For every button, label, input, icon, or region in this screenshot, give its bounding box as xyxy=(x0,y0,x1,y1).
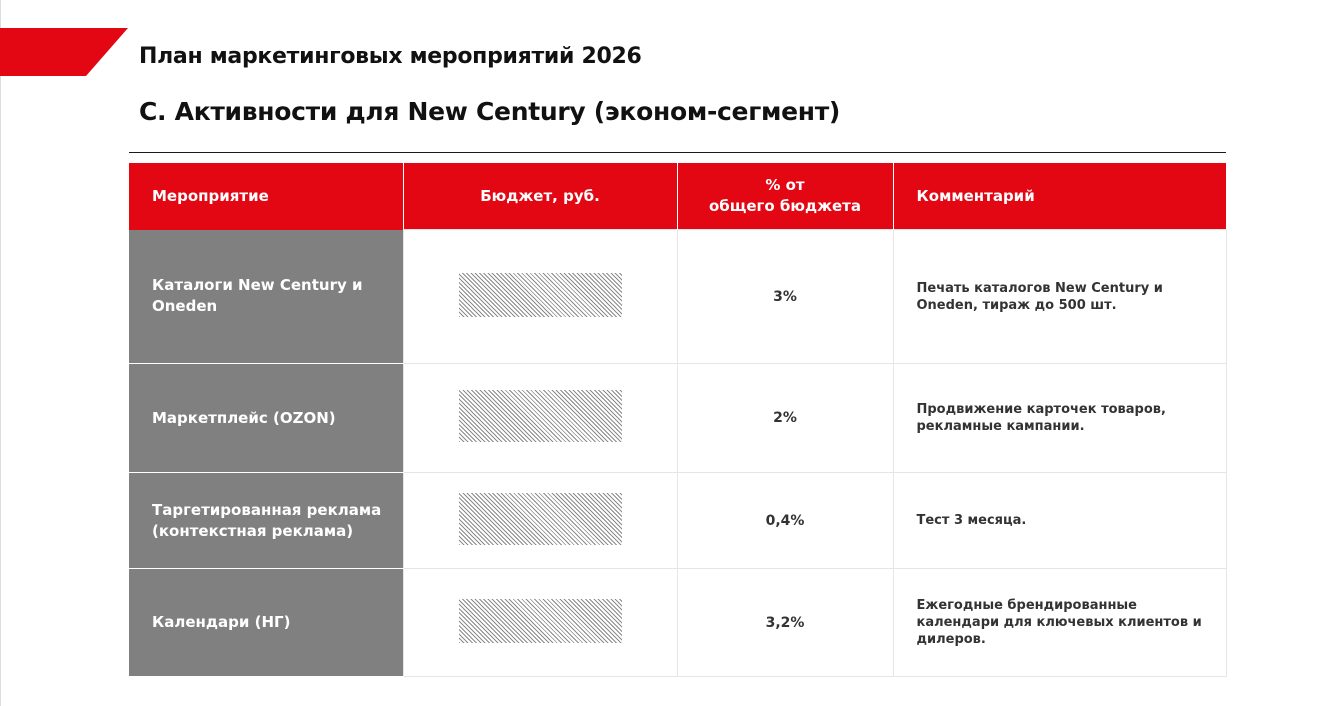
redacted-budget xyxy=(459,390,622,442)
budget-cell xyxy=(403,230,677,364)
comment-cell: Продвижение карточек товаров, рекламные кампании. xyxy=(893,364,1226,473)
event-cell: Календари (НГ) xyxy=(129,569,403,677)
table-header-row xyxy=(129,163,1226,230)
redacted-budget xyxy=(459,493,622,545)
table-row xyxy=(129,364,1226,473)
column-header-comment: Комментарий xyxy=(893,163,1226,230)
page-edge-line xyxy=(0,0,1,706)
budget-cell xyxy=(403,569,677,677)
redacted-budget xyxy=(459,599,622,643)
event-cell: Таргетированная реклама (контекстная реклама) xyxy=(129,473,403,569)
column-header-percent-text: % от общего бюджета xyxy=(709,176,861,215)
comment-cell: Ежегодные брендированные календари для ключевых клиентов и дилеров. xyxy=(893,569,1226,677)
red-corner-tab xyxy=(0,28,128,76)
table-row xyxy=(129,473,1226,569)
page-subtitle: С. Активности для New Century (эконом-сегмент) xyxy=(139,97,841,126)
event-cell: Маркетплейс (OZON) xyxy=(129,364,403,473)
column-header-budget: Бюджет, руб. xyxy=(403,163,677,230)
comment-cell: Печать каталогов New Century и Oneden, тираж до 500 шт. xyxy=(893,230,1226,364)
percent-cell: 3,2% xyxy=(677,569,893,677)
percent-cell: 2% xyxy=(677,364,893,473)
comment-cell: Тест 3 месяца. xyxy=(893,473,1226,569)
budget-cell xyxy=(403,473,677,569)
event-cell: Каталоги New Century и Oneden xyxy=(129,230,403,364)
column-header-percent xyxy=(677,163,893,230)
percent-cell: 0,4% xyxy=(677,473,893,569)
percent-cell: 3% xyxy=(677,230,893,364)
table-row xyxy=(129,569,1226,677)
marketing-plan-table xyxy=(129,163,1227,677)
page-title: План маркетинговых мероприятий 2026 xyxy=(139,44,642,69)
table-row xyxy=(129,230,1226,364)
redacted-budget xyxy=(459,273,622,317)
budget-cell xyxy=(403,364,677,473)
column-header-event: Мероприятие xyxy=(129,163,403,230)
title-divider xyxy=(129,152,1226,153)
